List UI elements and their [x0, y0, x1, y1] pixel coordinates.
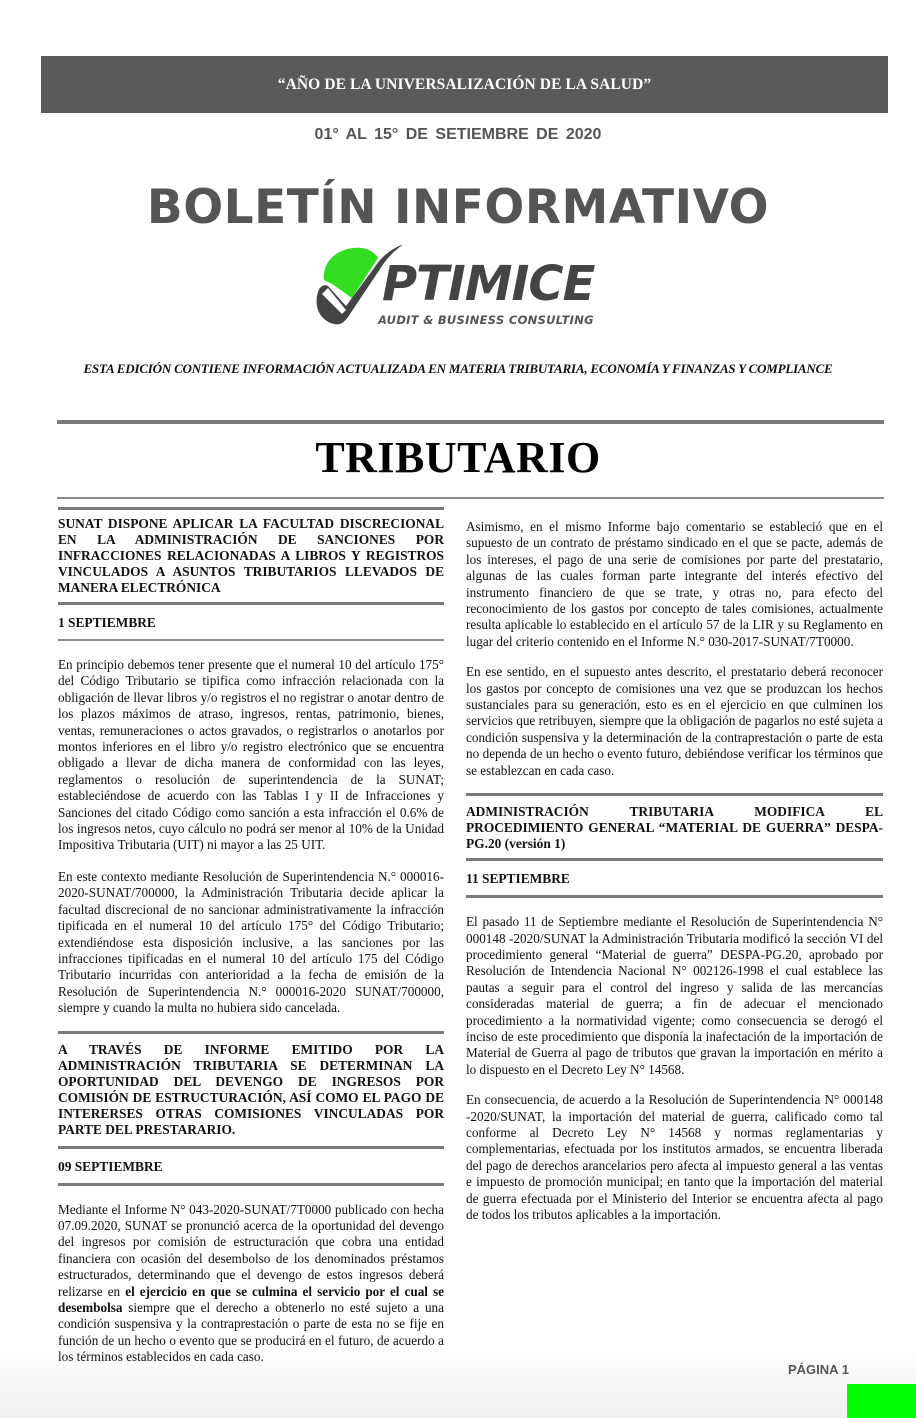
- article2-continued-paragraph-2: En ese sentido, en el supuesto antes descrito, el prestatario deberá reconocer los gastos por concepto de comisiones una vez que se produzcan los hechos sustanciales para su generación, esto es en el ejercicio en que culminen los servicios que retribuyen, siempre que la obligación de pagarlos no esté sujeta a condición suspensiva y la determinación de la contraprestación o parte de esta no dependa de un hecho o evento futuro, debiéndose verificar los términos que se establezcan en cada caso.: [466, 664, 883, 778]
- logo-tagline: AUDIT & BUSINESS CONSULTING: [378, 313, 594, 327]
- article2-text-end: siempre que el derecho a obtenerlo no esté sujeto a una condición suspensiva y la contraprestación o parte de esta no se fije en función de un hecho o evento que se producirá en el futuro, de acuerdo a los términos establecidos en cada caso.: [58, 1299, 444, 1365]
- article2-headline-rule: [58, 1146, 444, 1149]
- section-top-rule: [57, 420, 884, 424]
- article2-paragraph-1: [58, 1202, 444, 1366]
- article3-date-rule: [466, 895, 883, 898]
- article3-paragraph-1: El pasado 11 de Septiembre mediante el Resolución de Superintendencia N° 000148 -2020/SUNAT la Administración Tributaria modificó la sección VI del procedimiento general “Material de guerra” DESPA-PG.20, aprobado por Resolución de Intendencia Nacional N° 002126-1998 el cual establece las pautas a seguir para el control del ingreso y salida de las mercancías consideradas material de guerra; a fin de adecuar el mencionado procedimiento a la normatividad vigente; como consecuencia se derogó el inciso de este procedimiento que disponía la inafectación de la importación de Material de Guerra al pago de tributos que gravan la importación en mérito a lo dispuesto en el Decreto Ley N° 14568.: [466, 914, 883, 1077]
- footer-accent-block: [847, 1384, 916, 1418]
- date-range: 01° AL 15° DE SETIEMBRE DE 2020: [314, 126, 602, 143]
- section-title: TRIBUTARIO: [315, 433, 601, 482]
- year-banner-text: “AÑO DE LA UNIVERSALIZACIÓN DE LA SALUD”: [277, 75, 652, 93]
- logo-wordmark: PTIMICE: [382, 256, 595, 312]
- article1-paragraph-2: En este contexto mediante Resolución de Superintendencia N.° 000016-2020-SUNAT/700000, la Administración Tributaria decide aplicar la facultad discrecional de no sancionar administrativamente la infracción tipificada en el numeral 10 del artículo 175° del Código Tributario; extendiéndose esta disposición inclusive, a las sanciones por las infracciones tipificadas en el numeral 10 del artículo 175 del Código Tributario incurridas con anterioridad a la fecha de emisión de la Resolución de Superintendencia N.° 000016-2020 SUNAT/700000, siempre y cuando la multa no hubiera sido cancelada.: [58, 868, 444, 1016]
- article2-date: 09 SEPTIEMBRE: [58, 1158, 163, 1174]
- article1-date: 1 SEPTIEMBRE: [58, 615, 156, 630]
- bulletin-title: BOLETÍN INFORMATIVO: [146, 180, 770, 235]
- article1-date-rule: [58, 639, 444, 641]
- article2-text-start: Mediante el Informe N° 043-2020-SUNAT/7T0000 publicado con hecha 07.09.2020, SUNAT se pronunció acerca de la oportunidad del devengo del ingresos por comisión de estructuración que cobra una entidad financiera con ocasión del desembolso de los denominados préstamos estructurados, determinando que el devengo de estos ingresos deberá relizarse en: [58, 1201, 444, 1299]
- article3-headline: ADMINISTRACIÓN TRIBUTARIA MODIFICA EL PROCEDIMIENTO GENERAL “MATERIAL DE GUERRA” DESPA-PG.20 (versión 1): [466, 804, 883, 852]
- article3-paragraph-2: En consecuencia, de acuerdo a la Resolución de Superintendencia N° 000148 -2020/SUNAT, la importación del material de guerra, calificado como tal conforme al Decreto Ley N° 14568 y normas reglamentarias y complementarias, efectuada por los institutos armados, se encuentra liberada del pago de derechos arancelarios pero afecta al impuesto general a las ventas e impuesto de promoción municipal; en tanto que la importación del material de guerra efectuada por el Ministerio del Interior se encuentra afecta al pago de todos los tributos aplicables a la importación.: [466, 1092, 883, 1222]
- edition-note: ESTA EDICIÓN CONTIENE INFORMACIÓN ACTUALIZADA EN MATERIA TRIBUTARIA, ECONOMÍA Y FINANZAS Y COMPLIANCE: [83, 361, 833, 376]
- article2-headline: A TRAVÉS DE INFORME EMITIDO POR LA ADMINISTRACIÓN TRIBUTARIA SE DETERMINAN LA OPORTUNIDAD DEL DEVENGO DE INGRESOS POR COMISIÓN DE ESTRUCTURACIÓN, ASÍ COMO EL PAGO DE INTERERSES OTRAS COMISIONES VINCULADAS POR PARTE DEL PRESTARARIO.: [58, 1041, 444, 1137]
- article3-top-rule: [466, 793, 883, 796]
- right-column: [466, 519, 883, 1223]
- article3-headline-rule: [466, 858, 883, 861]
- article2-date-rule: [58, 1183, 444, 1186]
- year-banner: [41, 56, 888, 113]
- article2-top-rule: [58, 1031, 444, 1034]
- left-column: [58, 507, 444, 1366]
- article1-top-rule: [58, 507, 444, 510]
- article1-paragraph-1: En principio debemos tener presente que el numeral 10 del artículo 175° del Código Tributario se tipifica como infracción relacionada con la obligación de llevar libros y/o registros el no registrar o anotar dentro de los plazos máximos de atraso, ingresos, rentas, patrimonio, bienes, ventas, remuneraciones o actos gravados, o registrarlos o anotarlos por montos inferiores en el libro y/o registro electrónico que se encuentra obligado a llevar de dicha manera de conformidad con las leyes, reglamentos o resolución de superintendencia de la SUNAT; estableciéndose de acuerdo con las Tablas I y II de Infracciones y Sanciones del citado Código como sanción a esta infracción el 0.6% de los ingresos netos, cuyo cálculo no podrá ser menor al 10% de la Unidad Impositiva Tributaria (UIT) ni mayor a las 25 UIT.: [58, 657, 444, 853]
- section-bottom-rule: [57, 497, 884, 499]
- article1-headline: SUNAT DISPONE APLICAR LA FACULTAD DISCRECIONAL EN LA ADMINISTRACIÓN DE SANCIONES POR INFRACCIONES RELACIONADAS A LIBROS Y REGISTROS VINCULADOS A ASUNTOS TRIBUTARIOS LLEVADOS DE MANERA ELECTRÓNICA: [58, 516, 444, 595]
- article3-date: 11 SEPTIEMBRE: [466, 871, 570, 887]
- article1-headline-rule: [58, 602, 444, 605]
- company-logo: [312, 240, 622, 332]
- article2-continued-paragraph-1: Asimismo, en el mismo Informe bajo comentario se estableció que en el supuesto de un contrato de préstamo sindicado en el que se pacte, además de los intereses, el pago de una serie de comisiones por parte del prestatario, algunas de las cuales forman parte integrante del interés efectivo del instrumento financiero de que se trate, y otras no, para efecto del reconocimiento de los gastos por concepto de tales comisiones, actualmente resulta aplicable lo establecido en el artículo 57 de la LIR y su Reglamento en lugar del criterio contenido en el Informe N.° 030-2017-SUNAT/7T0000.: [466, 519, 883, 649]
- page-number: PÁGINA 1: [788, 1362, 849, 1377]
- article2-text-emphasis: el ejercicio en que se culmina el servicio por el cual se desembolsa: [58, 1283, 444, 1315]
